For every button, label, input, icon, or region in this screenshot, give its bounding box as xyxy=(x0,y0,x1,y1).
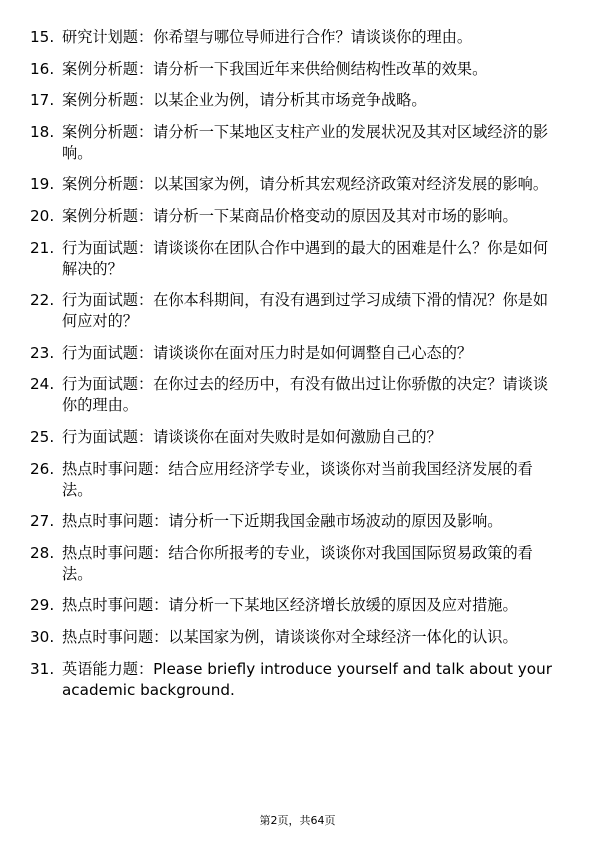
question-text: 热点时事问题：请分析一下某地区经济增长放缓的原因及应对措施。 xyxy=(62,596,518,615)
question-number: 29. xyxy=(30,596,55,615)
question-number: 19. xyxy=(30,175,55,194)
question-number: 28. xyxy=(30,543,55,562)
question-number: 31. xyxy=(30,659,55,678)
question-text: 热点时事问题：结合应用经济学专业，谈谈你对当前我国经济发展的看法。 xyxy=(62,459,533,499)
question-text: 行为面试题：请谈谈你在面对压力时是如何调整自己心态的？ xyxy=(62,343,473,362)
question-item xyxy=(30,543,560,585)
question-item xyxy=(30,238,560,280)
question-item xyxy=(30,659,560,701)
question-item xyxy=(30,174,560,195)
question-text: 热点时事问题：结合你所报考的专业，谈谈你对我国国际贸易政策的看法。 xyxy=(62,543,533,583)
question-text: 案例分析题：以某国家为例，请分析其宏观经济政策对经济发展的影响。 xyxy=(62,175,548,194)
question-number: 26. xyxy=(30,459,55,478)
question-text: 热点时事问题：请分析一下近期我国金融市场波动的原因及影响。 xyxy=(62,512,503,531)
page-footer xyxy=(0,814,595,828)
question-text: 行为面试题：请谈谈你在面对失败时是如何激励自己的？ xyxy=(62,427,442,446)
question-number: 18. xyxy=(30,122,55,141)
question-item xyxy=(30,27,560,48)
question-text: 研究计划题：你希望与哪位导师进行合作？请谈谈你的理由。 xyxy=(62,28,473,46)
question-list xyxy=(30,27,560,711)
question-number: 21. xyxy=(30,238,55,257)
question-text: 行为面试题：在你本科期间，有没有遇到过学习成绩下滑的情况？你是如何应对的？ xyxy=(62,291,548,331)
question-text: 热点时事问题：以某国家为例，请谈谈你对全球经济一体化的认识。 xyxy=(62,627,518,646)
question-text: 英语能力题：Please briefly introduce yourself and talk about your academic background. xyxy=(62,659,552,699)
question-item xyxy=(30,206,560,227)
question-item xyxy=(30,122,560,164)
page-number-label: 第2页，共64页 xyxy=(259,814,336,827)
question-item xyxy=(30,59,560,80)
question-text: 案例分析题：请分析一下我国近年来供给侧结构性改革的效果。 xyxy=(62,59,488,78)
question-item xyxy=(30,90,560,111)
question-number: 27. xyxy=(30,512,55,531)
question-item xyxy=(30,374,560,416)
question-item xyxy=(30,343,560,364)
question-number: 20. xyxy=(30,206,55,225)
question-text: 案例分析题：请分析一下某地区支柱产业的发展状况及其对区域经济的影响。 xyxy=(62,122,548,162)
question-number: 23. xyxy=(30,343,55,362)
question-number: 30. xyxy=(30,627,55,646)
question-text: 案例分析题：以某企业为例，请分析其市场竞争战略。 xyxy=(62,91,427,110)
question-item xyxy=(30,511,560,532)
question-number: 15. xyxy=(30,28,55,46)
question-number: 22. xyxy=(30,291,55,310)
question-item xyxy=(30,290,560,332)
question-number: 24. xyxy=(30,375,55,394)
question-item xyxy=(30,459,560,501)
question-item xyxy=(30,427,560,448)
question-item xyxy=(30,595,560,616)
question-text: 行为面试题：请谈谈你在团队合作中遇到的最大的困难是什么？你是如何解决的？ xyxy=(62,238,548,278)
question-number: 25. xyxy=(30,427,55,446)
question-text: 行为面试题：在你过去的经历中，有没有做出过让你骄傲的决定？请谈谈你的理由。 xyxy=(62,375,548,415)
question-number: 17. xyxy=(30,91,55,110)
question-item xyxy=(30,627,560,648)
question-number: 16. xyxy=(30,59,55,78)
question-text: 案例分析题：请分析一下某商品价格变动的原因及其对市场的影响。 xyxy=(62,206,518,225)
